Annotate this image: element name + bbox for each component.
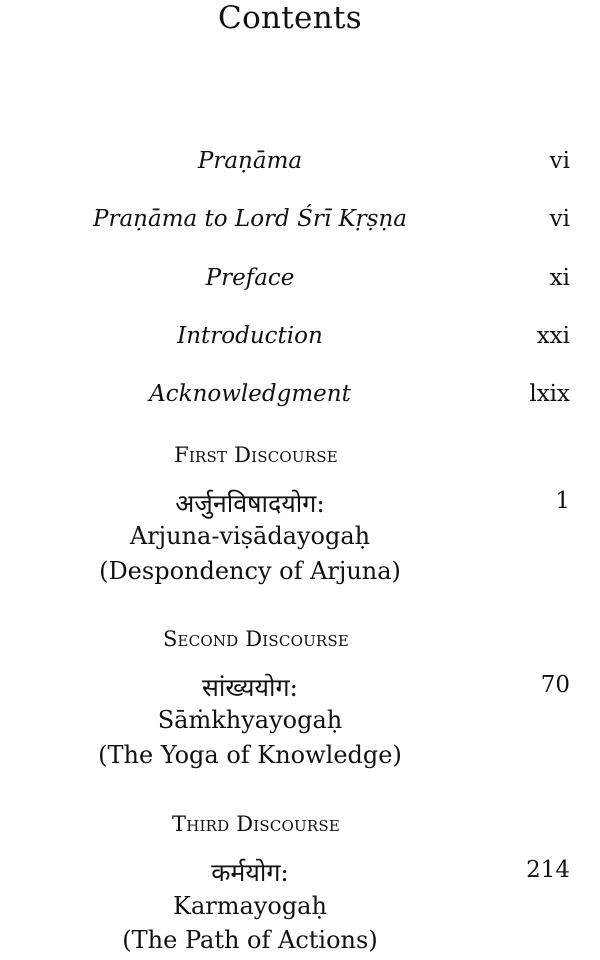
discourse-english-title: (The Yoga of Knowledge) (98, 741, 402, 769)
toc-entry-page: xi (549, 265, 570, 291)
discourse-sanskrit-title: सांख्ययोग: (202, 673, 298, 702)
discourse-english-title: (The Path of Actions) (122, 926, 378, 954)
toc-entry-title: Praṇāma (197, 148, 303, 174)
discourse-sanskrit-title: कर्मयोग: (211, 858, 289, 887)
toc-entry-title: Introduction (177, 323, 323, 349)
toc-entry-page: lxix (529, 381, 570, 407)
discourse-heading: Second Discourse (162, 627, 350, 651)
discourse-page: 214 (526, 857, 570, 883)
discourse-page: 70 (540, 672, 570, 698)
toc-entry-page: vi (549, 148, 570, 174)
discourse-page: 1 (555, 488, 570, 514)
discourse-transliteration: Karmayogaḥ (173, 892, 327, 920)
discourse-sanskrit-title: अर्जुनविषादयोग: (175, 489, 325, 518)
toc-entry-title: Praṇāma to Lord Śrī Kṛṣṇa (92, 206, 407, 232)
toc-entry-page: xxi (536, 323, 570, 349)
toc-entry-title: Acknowledgment (149, 381, 351, 407)
discourse-transliteration: Sāṁkhyayogaḥ (157, 706, 343, 734)
discourse-heading: First Discourse (174, 443, 338, 467)
discourse-transliteration: Arjuna-viṣādayogaḥ (129, 522, 371, 550)
discourse-english-title: (Despondency of Arjuna) (99, 557, 401, 585)
page-title: Contents (218, 0, 362, 36)
toc-entry-page: vi (549, 206, 570, 232)
toc-entry-title: Preface (205, 265, 295, 291)
discourse-heading: Third Discourse (172, 812, 340, 836)
